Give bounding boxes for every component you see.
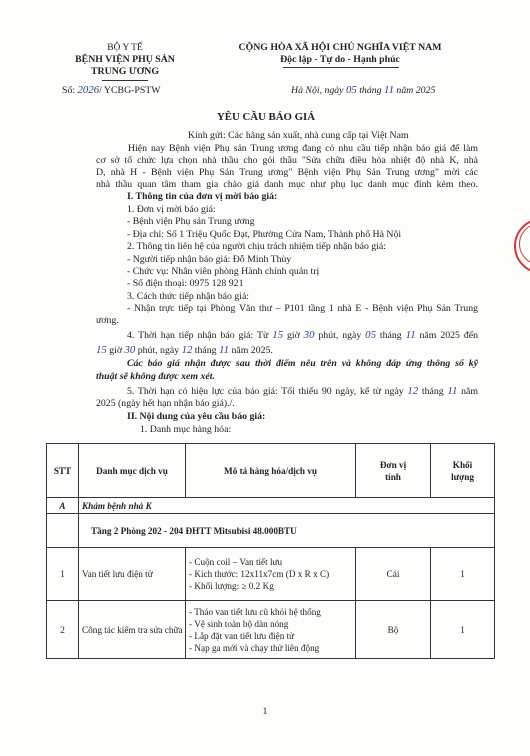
document-date <box>291 84 435 97</box>
notice-line: thuật sẽ không được xem xét. <box>96 371 215 382</box>
item-3-line: ương. <box>96 315 119 326</box>
national-motto: Độc lập - Tự do - Hạnh phúc <box>280 54 400 65</box>
header-unit-label: Đơn vị tính <box>379 459 407 482</box>
item-4-line <box>127 329 478 342</box>
handwritten-day: 12 <box>181 344 193 356</box>
date-text: Hà Nội, ngày <box>291 85 346 96</box>
description-line: - Cuộn coil – Van tiết lưu <box>189 557 283 567</box>
section-2-subheading: 1. Danh mục hàng hóa: <box>140 424 232 435</box>
item-1-line: - Bệnh viện Phụ sản Trung ương <box>127 216 255 227</box>
header-right-underline <box>283 67 399 68</box>
subgroup-name: Tầng 2 Phòng 202 - 204 ĐHTT Mitsubisi 48.000BTU <box>79 514 495 548</box>
section-2-heading: II. Nội dung của yêu cầu báo giá: <box>127 411 266 422</box>
table-row <box>47 601 495 659</box>
intro-line: Hiện nay Bệnh viện Phụ sản Trung ương đang có nhu cầu tiếp nhận báo giá để làm <box>128 143 478 154</box>
header-service: Danh mục dịch vụ <box>79 444 186 498</box>
item-5-line: 2025 (ngày hết hạn nhận báo giá)./. <box>96 398 235 409</box>
notice-line: Các báo giá nhận được sau thời điểm nêu trên và không đáp ứng thông số kỹ <box>127 358 478 369</box>
document-number <box>62 84 161 97</box>
section-1-heading: I. Thông tin của đơn vị mời báo giá: <box>127 191 278 202</box>
item-4-text: phút, ngày <box>135 345 182 356</box>
handwritten-month: 11 <box>447 385 458 397</box>
item-4-line <box>96 344 273 357</box>
item-3-line: - Nhận trực tiếp tại Phòng Văn thư – P101 tầng 1 nhà E - Bệnh viện Phụ Sản Trung <box>127 303 478 314</box>
header-unit <box>356 444 431 498</box>
item-2-line: - Người tiếp nhận báo giá: Đỗ Minh Thùy <box>127 254 292 265</box>
table-row <box>47 548 495 601</box>
item-1-title: 1. Đơn vị mời báo giá: <box>127 204 216 215</box>
handwritten-day: 12 <box>407 385 419 397</box>
description-line: - Vệ sinh toàn bộ dàn nóng <box>189 618 289 629</box>
item-5-line <box>127 385 478 398</box>
subgroup-blank <box>47 514 79 548</box>
item-2-title: 2. Thông tin liên hệ của người chịu trách nhiệm tiếp nhận báo giá: <box>127 241 386 252</box>
organization-name-line1: BỆNH VIỆN PHỤ SẢN <box>75 54 175 65</box>
header-description: Mô tả hàng hóa/dịch vụ <box>186 444 356 498</box>
description-line: - Lắp đặt van tiết lưu điện tử <box>189 630 295 641</box>
header-left-underline <box>102 80 148 81</box>
item-4-text: năm 2025. <box>229 345 273 356</box>
document-number-handwritten: 2026 <box>77 84 100 96</box>
document-title: YÊU CẦU BÁO GIÁ <box>216 111 316 123</box>
date-text: tháng <box>356 85 384 96</box>
group-name: Khám bệnh nhà K <box>79 498 495 514</box>
description-line: - Nạp ga mới và chạy thử liên động <box>189 642 320 653</box>
handwritten-day: 05 <box>365 329 376 341</box>
item-4-text: tháng <box>375 330 406 341</box>
item-4-text: phút, ngày <box>314 330 366 341</box>
item-2-line: - Chức vụ: Nhân viên phòng Hành chính quản trị <box>127 266 320 277</box>
item-4-text: 4. Thời hạn tiếp nhận báo giá: Từ <box>127 330 273 341</box>
description-line: - Kích thước: 12x11x7cm (D x R x C) <box>189 569 330 579</box>
row-unit: Bộ <box>356 601 431 659</box>
handwritten-minute: 30 <box>124 344 136 356</box>
intro-line: cơ sở tổ chức lựa chọn nhà thầu cho gói thầu "Sửa chữa điều hòa nhiệt độ nhà K, nhà <box>96 155 478 166</box>
row-service: Van tiết lưu điện tử <box>79 548 186 601</box>
handwritten-hour: 15 <box>96 344 107 356</box>
group-code: A <box>47 498 79 514</box>
item-4-text: tháng <box>192 345 220 356</box>
item-4-text: giờ <box>106 345 125 356</box>
row-stt: 1 <box>47 548 79 601</box>
row-quantity: 1 <box>431 548 495 601</box>
handwritten-month: 11 <box>219 344 230 356</box>
subgroup-row <box>47 514 495 548</box>
item-1-line: - Địa chỉ: Số 1 Triệu Quốc Đạt, Phường Cửa Nam, Thành phố Hà Nội <box>127 229 402 240</box>
items-table <box>46 443 495 659</box>
row-stt: 2 <box>47 601 79 659</box>
header-stt: STT <box>47 444 79 498</box>
item-4-text: giờ <box>283 330 304 341</box>
document-number-label: Số: <box>62 85 78 96</box>
item-5-text: 5. Thời hạn có hiệu lực của báo giá: Tối thiểu 90 ngày, kể từ ngày <box>127 386 408 397</box>
row-service: Công tác kiểm tra sửa chữa <box>79 601 186 659</box>
country-name: CỘNG HÒA XÃ HỘI CHỦ NGHĨA VIỆT NAM <box>238 42 442 53</box>
document-number-suffix: / YCBG-PSTW <box>99 85 161 96</box>
item-2-line: - Số điện thoại: 0975 128 921 <box>127 278 244 289</box>
item-5-text: tháng <box>418 386 448 397</box>
organization-name-line2: TRUNG ƯƠNG <box>91 66 159 77</box>
row-unit: Cái <box>356 548 431 601</box>
handwritten-month: 11 <box>405 329 416 341</box>
description-line: - Khối lượng: ≥ 0.2 Kg <box>189 581 274 591</box>
stamp <box>512 216 530 280</box>
item-5-text: năm <box>457 386 478 397</box>
date-month-handwritten: 11 <box>383 84 394 96</box>
row-description <box>186 548 356 601</box>
handwritten-minute: 30 <box>303 329 315 341</box>
description-line: - Tháo van tiết lưu cũ khỏi hệ thống <box>189 606 321 617</box>
row-quantity: 1 <box>431 601 495 659</box>
ministry-name: BỘ Y TẾ <box>107 43 143 53</box>
intro-line: D, nhà H - Bệnh viện Phụ Sản Trung ương" Bệnh viện Phụ Sản Trung ương" mời các <box>96 167 478 178</box>
group-row <box>47 498 495 514</box>
intro-line: nhà thầu quan tâm tham gia chào giá danh mục như phụ lục danh mục đính kèm theo. <box>96 179 478 190</box>
date-text: năm 2025 <box>393 85 436 96</box>
row-description <box>186 601 356 659</box>
item-3-title: 3. Cách thức tiếp nhận báo giá: <box>127 291 250 302</box>
page-number: 1 <box>262 706 268 717</box>
header-quantity-label: Khối lượng <box>451 459 474 482</box>
date-day-handwritten: 05 <box>345 84 357 96</box>
table-header-row <box>47 444 495 498</box>
handwritten-hour: 15 <box>272 329 284 341</box>
header-quantity <box>431 444 495 498</box>
recipient-line: Kính gửi: Các hãng sản xuất, nhà cung cấp tại Việt Nam <box>188 130 409 141</box>
item-4-text: năm 2025 đến <box>415 330 478 341</box>
